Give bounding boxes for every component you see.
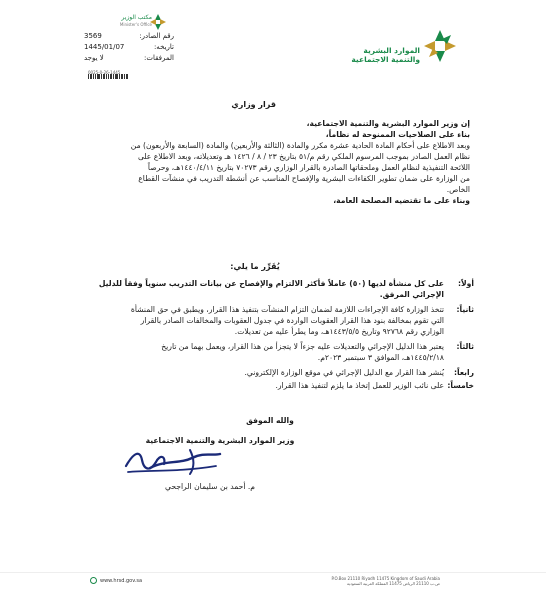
ref-label: رقم الصادر: xyxy=(139,32,174,40)
preamble-line: بناء على الصلاحيات الممنوحة له نظاماً، xyxy=(325,130,470,139)
article-number: خامساً: xyxy=(447,381,474,390)
article-5 xyxy=(52,380,474,391)
ministry-name: الموارد البشرية والتنمية الاجتماعية xyxy=(351,46,420,64)
preamble-line: اللائحة التنفيذية لنظام العمل وملحقاتها الصادرة بالقرار الوزاري رقم ٧٠٢٧٣ بتاريخ ١٤٤٠/٤/١١هـ، وحرصاً xyxy=(147,163,470,172)
date-value: 1445/01/07 xyxy=(84,43,125,51)
address-en: P.O.Box 21110 Riyadh 11475 Kingdom of Saudi Arabia xyxy=(331,576,440,581)
article-4 xyxy=(52,367,474,378)
preamble xyxy=(52,118,470,206)
attach-value: لا يوجد xyxy=(84,54,104,62)
article-line: التي تقوم بمخالفة بنود هذا القرار العقوبات الواردة في جدول العقوبات والمخالفات الصادر بالقرار xyxy=(140,316,444,325)
article-text xyxy=(52,341,444,363)
articles xyxy=(52,278,474,391)
signatory-title: وزير الموارد البشرية والتنمية الاجتماعية xyxy=(145,436,295,445)
preamble-line: وبناء على ما تقتضيه المصلحة العامة، xyxy=(333,196,470,205)
article-line: الإجرائي المرفق. xyxy=(379,290,444,299)
article-number: ثالثاً: xyxy=(456,342,474,351)
reference-block xyxy=(84,32,174,63)
globe-icon xyxy=(90,577,97,584)
preamble-line: الخاص. xyxy=(446,185,470,194)
signatory-name: م. أحمد بن سليمان الراجحي xyxy=(165,482,255,491)
article-text xyxy=(52,304,444,337)
attach-row xyxy=(84,54,174,63)
article-2 xyxy=(52,304,474,337)
preamble-line: من الوزارة على ضمان تطوير الكفاءات البشرية والإفصاح المناسب عن أنشطة التدريب في منشآت القطاع xyxy=(138,174,470,183)
attach-label: المرفقات: xyxy=(144,54,174,62)
article-number: أولاً: xyxy=(457,279,474,288)
ref-value: 3569 xyxy=(84,32,102,40)
footer-website[interactable] xyxy=(90,577,142,584)
address-ar: ص.ب 21110 الرياض 11475 المملكة العربية السعودية xyxy=(346,581,440,586)
article-3 xyxy=(52,341,474,363)
footer-address xyxy=(300,576,440,586)
article-line: على كل منشأة لديها (٥٠) عاملاً فأكثر الالتزام والإفصاح عن بيانات التدريب سنوياً وفقاً للدليل xyxy=(98,279,444,288)
article-line: يعتبر هذا الدليل الإجرائي والتعديلات عليه جزءاً لا يتجزأ من هذا القرار، ويعمل بهما من تاريخ xyxy=(161,342,444,351)
footer-divider xyxy=(0,572,546,573)
article-line: تتخذ الوزارة كافة الإجراءات اللازمة لضمان التزام المنشآت بتنفيذ هذا القرار، ويطبق في حق المنشأة xyxy=(130,305,444,314)
ministry-emblem-icon xyxy=(422,28,458,64)
decides-heading: يُقَرِّر ما يلي: xyxy=(230,262,280,271)
website-text: www.hrsd.gov.sa xyxy=(100,577,143,584)
document-title: قرار وزاري xyxy=(231,100,276,109)
article-line: على نائب الوزير للعمل إتخاذ ما يلزم لتنفيذ هذا القرار. xyxy=(275,381,444,390)
preamble-line: نظام العمل الصادر بموجب المرسوم الملكي رقم م/٥١ بتاريخ ٢٣ / ٨ / ١٤٢٦ هـ وتعديلاته، وبعد الاطلاع على xyxy=(137,152,470,161)
office-name-en: Minister's Office xyxy=(119,22,152,27)
ref-row xyxy=(84,32,174,41)
date-label: تاريخه: xyxy=(153,43,174,51)
article-line: ١٤٤٥/٢/١٨هـ، الموافق ٣ سبتمبر ٢٠٢٣م. xyxy=(317,353,444,362)
barcode-caption: 0025-0-26-1445 xyxy=(88,70,121,75)
article-1 xyxy=(52,278,474,300)
signature-icon xyxy=(120,442,250,480)
article-number: رابعاً: xyxy=(453,368,474,377)
article-line: يُنشر هذا القرار مع الدليل الإجرائي في موقع الوزارة الإلكتروني. xyxy=(244,368,444,377)
closing: والله الموفق xyxy=(246,416,294,425)
article-text xyxy=(52,278,444,300)
preamble-line: إن وزير الموارد البشرية والتنمية الاجتماعية، xyxy=(306,119,470,128)
office-logo xyxy=(88,12,178,32)
article-text xyxy=(52,367,444,378)
article-number: ثانياً: xyxy=(456,305,474,314)
ministry-logo xyxy=(351,28,460,74)
barcode xyxy=(88,64,128,69)
article-line: الوزاري رقم ٩٢٧٦٨ وتاريخ ١٤٤٣/٥/٥هـ، وما يطرأ عليه من تعديلات. xyxy=(234,327,444,336)
office-name-ar: مكتب الوزير xyxy=(121,14,152,21)
article-text xyxy=(52,380,444,391)
date-row xyxy=(84,43,174,52)
preamble-line: وبعد الاطلاع على أحكام المادة الحادية عشرة مكرر والمادة (الثالثة والأربعين) والمادة (السابعة والأربعون) من xyxy=(130,141,470,150)
